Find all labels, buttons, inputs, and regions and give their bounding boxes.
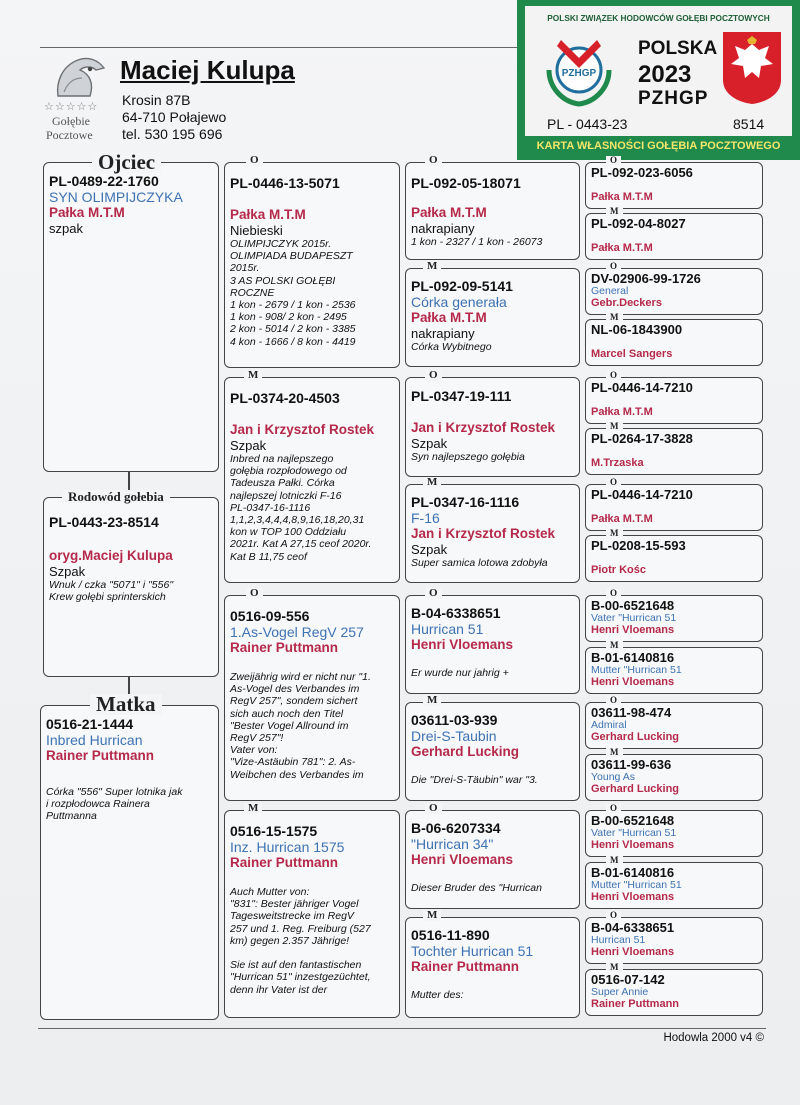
card-country: POLSKA <box>638 38 718 59</box>
card-org: POLSKI ZWIĄZEK HODOWCÓW GOŁĘBI POCZTOWYCH <box>547 13 770 23</box>
gen3-ring-2: PL-092-09-5141 <box>411 278 513 294</box>
ownership-card-panel <box>525 6 792 136</box>
phone: tel. 530 195 696 <box>122 126 223 142</box>
gen4-name-11: Admiral <box>591 719 627 731</box>
gen4-box-12 <box>585 754 763 801</box>
gen4-owner-1: Pałka M.T.M <box>591 191 653 203</box>
gen3-ring-3: PL-0347-19-111 <box>411 388 512 404</box>
gen2-note-4: Auch Mutter von: "831": Bester jähriger Vogel Tagesweitstrecke im RegV 257 und 1. Reg. Freiburg (527 km) gegen 2.357 Jährige! Sie ist auf den fantastischen "Hurrican 51" inzestgezüchtet, denn ihr Vater ist der <box>230 886 371 996</box>
gen2-note-2: Inbred na najlepszego gołębia rozpłodowego od Tadeusza Pałki. Córka najlepszej lotniczki F-16 PL-0347-16-1116 1,1,2,3,4,4,4,8,9,16,18,20,31 kon w TOP 100 Oddziału 2021r. Kat A 27,15 ceof 2020r. Kat B 11,75 ceof <box>230 453 372 563</box>
gen4-owner-10: Henri Vloemans <box>591 676 675 688</box>
ownership-card <box>517 0 800 160</box>
gen2-label-3: O <box>246 588 263 599</box>
gen4-owner-7: Pałka M.T.M <box>591 513 653 525</box>
gen4-ring-14: B-01-6140816 <box>591 865 675 880</box>
gen4-ring-10: B-01-6140816 <box>591 650 675 665</box>
gen3-box-4 <box>405 484 580 583</box>
gen4-ring-4: NL-06-1843900 <box>591 322 683 337</box>
father-ring: PL-0489-22-1760 <box>49 173 159 189</box>
gen4-box-10 <box>585 647 763 694</box>
gen4-label-16: M <box>606 963 623 972</box>
gen4-owner-9: Henri Vloemans <box>591 624 675 636</box>
gen4-owner-2: Pałka M.T.M <box>591 242 653 254</box>
gen4-box-2 <box>585 213 763 260</box>
gen3-owner-7: Henri Vloemans <box>411 852 514 867</box>
gen4-label-1: O <box>606 156 621 165</box>
gen3-note-6: Die "Drei-S-Täubin" war "3. <box>411 774 538 786</box>
logo <box>42 52 114 142</box>
gen4-box-16 <box>585 969 763 1016</box>
card-footer: KARTA WŁASNOŚCI GOŁĘBIA POCZTOWEGO <box>536 140 781 152</box>
gen4-name-3: General <box>591 285 629 297</box>
gen3-label-4: M <box>423 477 441 488</box>
gen2-owner-1: Pałka M.T.M <box>230 207 306 222</box>
gen4-label-10: M <box>606 641 623 650</box>
gen4-box-1 <box>585 162 763 209</box>
pedigree-label: Rodowód gołebia <box>62 490 170 503</box>
gen3-owner-2: Pałka M.T.M <box>411 310 487 325</box>
gen2-box-3 <box>224 595 400 801</box>
gen2-note-3: Zweijährig wird er nicht nur "1. As-Vogel des Verbandes im RegV 257", sondem sichert sich auch noch den Titel "Bester Vogel Allround im RegV 257"! Vater von: "Vize-Astäubin 781": 2. As- Weibchen des Verbandes im <box>230 671 371 781</box>
gen4-name-10: Mutter "Hurrican 51 <box>591 664 682 676</box>
card-year: 2023 <box>638 61 692 88</box>
logo-text-2: Pocztowe <box>46 128 93 142</box>
gen3-color-3: Szpak <box>411 436 448 451</box>
gen4-label-5: O <box>606 371 621 380</box>
gen3-color-2: nakrapiany <box>411 326 475 341</box>
gen4-box-4 <box>585 319 763 366</box>
gen3-ring-1: PL-092-05-18071 <box>411 175 521 191</box>
gen4-box-6 <box>585 428 763 475</box>
gen2-name-4: Inz. Hurrican 1575 <box>230 839 345 855</box>
gen4-box-7 <box>585 484 763 531</box>
gen4-owner-14: Henri Vloemans <box>591 891 675 903</box>
eagle-shield-icon <box>721 30 783 106</box>
gen4-box-15 <box>585 917 763 964</box>
gen3-note-1: 1 kon - 2327 / 1 kon - 26073 <box>411 236 543 248</box>
gen4-ring-9: B-00-6521648 <box>591 598 675 613</box>
gen4-owner-3: Gebr.Deckers <box>591 297 662 309</box>
breeder-name: Maciej Kulupa <box>120 55 295 85</box>
gen4-box-14 <box>585 862 763 909</box>
gen4-label-11: O <box>606 696 621 705</box>
gen4-ring-7: PL-0446-14-7210 <box>591 487 693 502</box>
gen3-owner-6: Gerhard Lucking <box>411 744 520 759</box>
mother-box <box>40 705 219 1020</box>
gen4-owner-11: Gerhard Lucking <box>591 731 680 743</box>
gen4-label-14: M <box>606 856 623 865</box>
gen3-box-1 <box>405 162 580 260</box>
gen3-label-2: M <box>423 261 441 272</box>
gen4-owner-13: Henri Vloemans <box>591 839 675 851</box>
gen4-box-3 <box>585 268 763 315</box>
gen3-name-4: F-16 <box>411 510 440 526</box>
gen3-note-4: Super samica lotowa zdobyła <box>411 557 548 569</box>
subject-box <box>43 497 219 677</box>
gen4-box-8 <box>585 535 763 582</box>
gen3-box-8 <box>405 917 580 1018</box>
address-line-1: Krosin 87B <box>122 92 191 108</box>
gen4-ring-2: PL-092-04-8027 <box>591 216 686 231</box>
logo-stars: ☆☆☆☆☆ <box>44 101 99 113</box>
gen3-owner-5: Henri Vloemans <box>411 637 514 652</box>
gen3-note-7: Dieser Bruder des "Hurrican <box>411 882 542 894</box>
pzhgp-emblem <box>541 30 617 110</box>
subject-note: Wnuk / czka "5071" i "556" Krew gołębi sprinterskich <box>49 579 174 604</box>
gen2-label-4: M <box>244 803 262 814</box>
gen4-owner-6: M.Trzaska <box>591 457 644 469</box>
gen4-ring-15: B-04-6338651 <box>591 920 675 935</box>
father-color: szpak <box>49 221 83 236</box>
gen3-box-5 <box>405 595 580 694</box>
mother-name: Inbred Hurrican <box>46 732 143 748</box>
gen3-name-2: Córka generała <box>411 294 507 310</box>
gen2-label-1: O <box>246 155 263 166</box>
gen3-owner-8: Rainer Puttmann <box>411 959 520 974</box>
pigeon-head-icon <box>50 52 110 102</box>
gen2-note-1: OLIMPIJCZYK 2015r. OLIMPIADA BUDAPESZT 2015r. 3 AS POLSKI GOŁĘBI ROCZNE 1 kon - 2679 / 1 kon - 2536 1 kon - 908/ 2 kon - 2495 2 kon - 5014 / 2 kon - 3385 4 kon - 1666 / 8 kon - 4419 <box>230 238 356 348</box>
gen2-box-2 <box>224 377 400 583</box>
mother-note: Córka "556" Super lotnika jak i rozpłodowca Rainera Puttmanna <box>46 786 183 823</box>
gen2-ring-2: PL-0374-20-4503 <box>230 390 340 406</box>
card-ring: PL - 0443-23 <box>547 116 628 132</box>
gen3-box-3 <box>405 377 580 477</box>
gen3-name-5: Hurrican 51 <box>411 621 484 637</box>
gen4-ring-13: B-00-6521648 <box>591 813 675 828</box>
software-credit: Hodowla 2000 v4 © <box>663 1032 764 1044</box>
gen4-box-11 <box>585 702 763 749</box>
gen3-name-8: Tochter Hurrican 51 <box>411 943 534 959</box>
gen3-owner-3: Jan i Krzysztof Rostek <box>411 420 556 435</box>
gen4-owner-12: Gerhard Lucking <box>591 783 680 795</box>
gen4-name-15: Hurrican 51 <box>591 934 646 946</box>
pzhgp-emblem-icon <box>541 30 617 110</box>
footer-divider <box>38 1028 766 1029</box>
gen4-name-16: Super Annie <box>591 986 649 998</box>
gen4-box-13 <box>585 810 763 857</box>
gen4-label-3: O <box>606 262 621 271</box>
gen4-ring-16: 0516-07-142 <box>591 972 665 987</box>
gen3-ring-6: 03611-03-939 <box>411 712 498 728</box>
gen3-ring-4: PL-0347-16-1116 <box>411 494 520 510</box>
gen3-note-8: Mutter des: <box>411 989 464 1001</box>
gen3-ring-5: B-04-6338651 <box>411 605 501 621</box>
gen2-owner-2: Jan i Krzysztof Rostek <box>230 422 375 437</box>
gen3-note-5: Er wurde nur jahrig + <box>411 667 509 679</box>
gen3-note-3: Syn najlepszego gołębia <box>411 451 525 463</box>
father-owner: Pałka M.T.M <box>49 205 125 220</box>
gen3-note-2: Córka Wybitnego <box>411 341 492 353</box>
card-number: 8514 <box>733 116 765 132</box>
gen4-owner-4: Marcel Sangers <box>591 348 673 360</box>
father-box <box>43 162 219 472</box>
gen4-name-12: Young As <box>591 771 635 783</box>
gen2-color-1: Niebieski <box>230 223 283 238</box>
header-divider <box>40 47 517 48</box>
gen3-label-7: O <box>425 803 442 814</box>
father-label: Ojciec <box>92 152 161 173</box>
gen3-color-4: Szpak <box>411 542 448 557</box>
gen4-ring-1: PL-092-023-6056 <box>591 165 693 180</box>
gen3-box-7 <box>405 810 580 909</box>
gen3-box-2 <box>405 268 580 367</box>
logo-text-1: Gołębie <box>52 114 90 128</box>
gen4-owner-16: Rainer Puttmann <box>591 998 680 1010</box>
gen3-box-6 <box>405 702 580 801</box>
gen4-label-2: M <box>606 207 623 216</box>
card-abbr: PZHGP <box>638 88 709 109</box>
mother-owner: Rainer Puttmann <box>46 748 155 763</box>
gen4-label-4: M <box>606 313 623 322</box>
gen3-label-1: O <box>425 155 442 166</box>
gen4-name-13: Vater "Hurrican 51 <box>591 827 677 839</box>
gen2-box-1 <box>224 162 400 368</box>
gen4-name-14: Mutter "Hurrican 51 <box>591 879 682 891</box>
gen4-owner-8: Piotr Kośc <box>591 564 647 576</box>
gen3-ring-7: B-06-6207334 <box>411 820 501 836</box>
gen2-owner-3: Rainer Puttmann <box>230 640 339 655</box>
gen3-label-8: M <box>423 910 441 921</box>
gen3-label-5: O <box>425 588 442 599</box>
gen4-ring-11: 03611-98-474 <box>591 705 672 720</box>
gen2-name-3: 1.As-Vogel RegV 257 <box>230 624 364 640</box>
gen4-ring-8: PL-0208-15-593 <box>591 538 686 553</box>
subject-ring: PL-0443-23-8514 <box>49 514 159 530</box>
gen2-ring-4: 0516-15-1575 <box>230 823 318 839</box>
gen4-name-9: Vater "Hurrican 51 <box>591 612 677 624</box>
gen4-label-9: O <box>606 589 621 598</box>
gen4-box-5 <box>585 377 763 424</box>
gen2-ring-1: PL-0446-13-5071 <box>230 175 340 191</box>
address-line-2: 64-710 Połajewo <box>122 109 227 125</box>
gen4-label-8: M <box>606 529 623 538</box>
gen4-box-9 <box>585 595 763 642</box>
gen2-color-2: Szpak <box>230 438 267 453</box>
subject-owner: oryg.Maciej Kulupa <box>49 548 173 563</box>
gen3-name-7: "Hurrican 34" <box>411 836 494 852</box>
gen3-owner-4: Jan i Krzysztof Rostek <box>411 526 556 541</box>
mother-label: Matka <box>90 694 162 715</box>
gen4-ring-12: 03611-99-636 <box>591 757 672 772</box>
father-name: SYN OLIMPIJCZYKA <box>49 189 183 205</box>
gen2-ring-3: 0516-09-556 <box>230 608 310 624</box>
gen4-label-13: O <box>606 804 621 813</box>
gen4-ring-6: PL-0264-17-3828 <box>591 431 693 446</box>
gen4-label-7: O <box>606 478 621 487</box>
gen4-owner-15: Henri Vloemans <box>591 946 675 958</box>
gen2-owner-4: Rainer Puttmann <box>230 855 339 870</box>
gen3-ring-8: 0516-11-890 <box>411 927 490 943</box>
gen2-label-2: M <box>244 370 262 381</box>
gen4-ring-3: DV-02906-99-1726 <box>591 271 701 286</box>
gen4-label-6: M <box>606 422 623 431</box>
gen2-box-4 <box>224 810 400 1018</box>
gen4-label-15: O <box>606 911 621 920</box>
gen3-name-6: Drei-S-Taubin <box>411 728 497 744</box>
gen4-label-12: M <box>606 748 623 757</box>
polish-eagle-emblem <box>721 30 783 106</box>
gen3-owner-1: Pałka M.T.M <box>411 205 487 220</box>
mother-ring: 0516-21-1444 <box>46 716 134 732</box>
gen4-owner-5: Pałka M.T.M <box>591 406 653 418</box>
subject-color: Szpak <box>49 564 86 579</box>
gen3-label-3: O <box>425 370 442 381</box>
gen3-color-1: nakrapiany <box>411 221 475 236</box>
gen3-label-6: M <box>423 695 441 706</box>
gen4-ring-5: PL-0446-14-7210 <box>591 380 693 395</box>
emblem-text: PZHGP <box>561 68 597 79</box>
